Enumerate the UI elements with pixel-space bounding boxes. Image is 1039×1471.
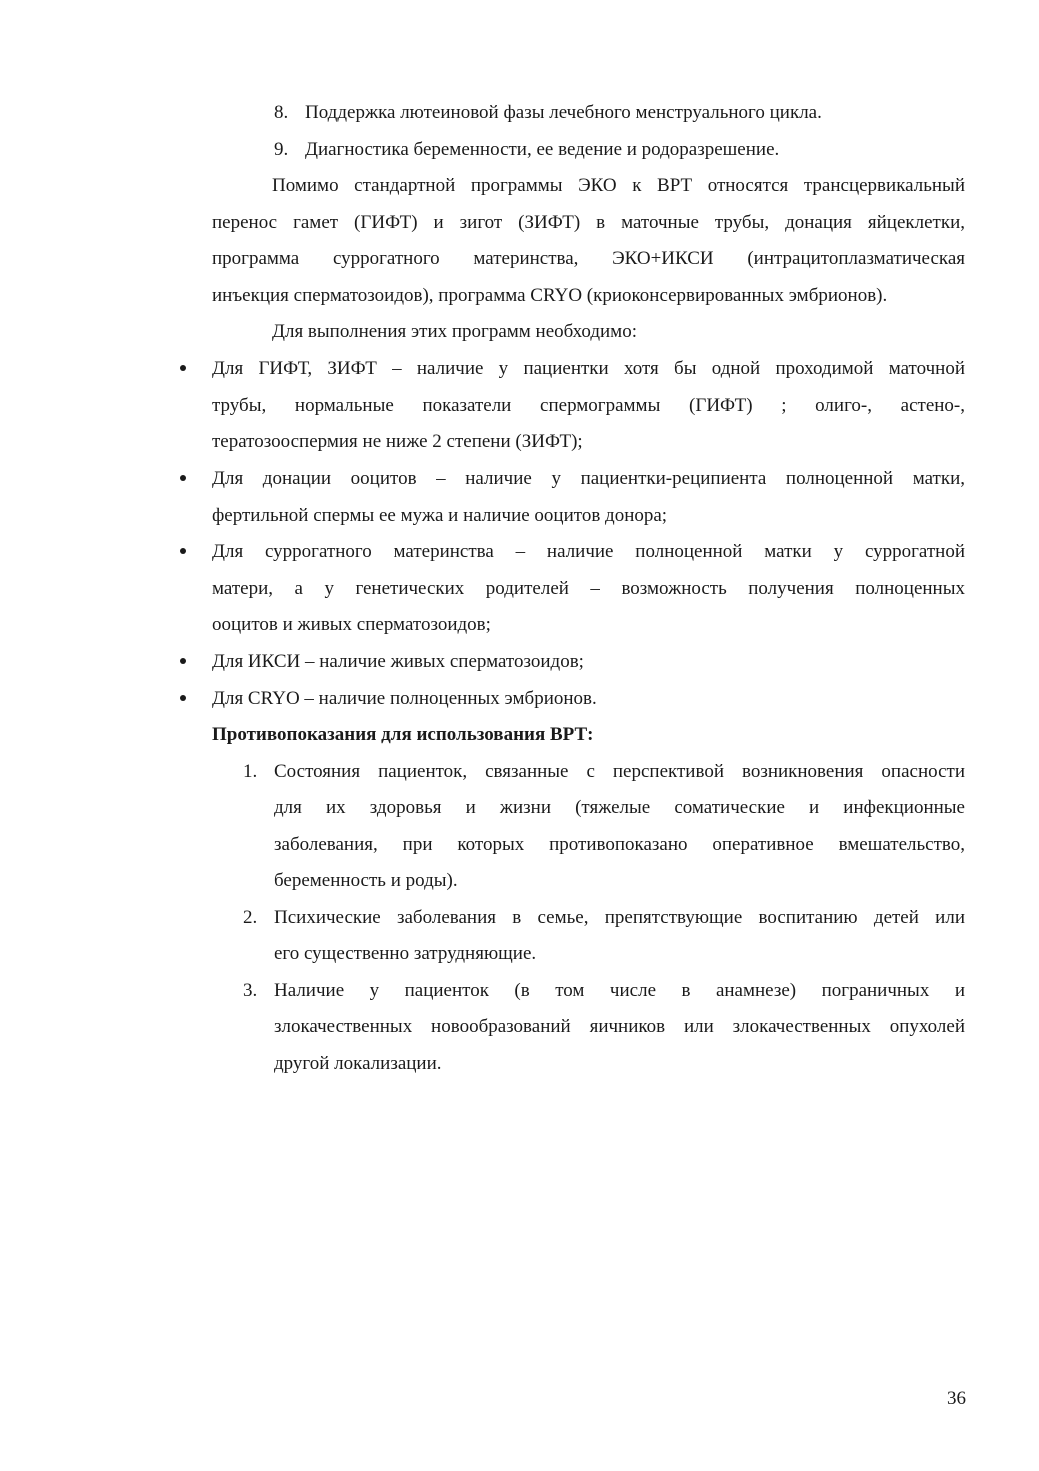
bullet-icon — [178, 363, 188, 373]
bullet-icon — [178, 693, 188, 703]
list-item-line: другой локализации. — [274, 1053, 442, 1074]
list-number: 8. — [274, 102, 289, 123]
bullet-line: Для CRYO – наличие полноценных эмбрионов. — [212, 688, 597, 709]
paragraph-line: программа суррогатного материнства, ЭКО+ИКСИ (интрацитоплазматическая — [212, 248, 965, 269]
bullet-line: Для суррогатного материнства – наличие полноценной матки у суррогатной — [212, 541, 965, 562]
list-item-line: заболевания, при которых противопоказано оперативное вмешательство, — [274, 834, 965, 855]
bullet-line: Для ИКСИ – наличие живых сперматозоидов; — [212, 651, 584, 672]
list-item-line: злокачественных новообразований яичников или злокачественных опухолей — [274, 1016, 965, 1037]
list-item-line: Состояния пациенток, связанные с перспективой возникновения опасности — [274, 761, 965, 782]
list-item-line: его существенно затрудняющие. — [274, 943, 537, 964]
bullet-line: матери, а у генетических родителей – возможность получения полноценных — [212, 578, 965, 599]
list-item-line: беременность и роды). — [274, 870, 458, 891]
bullet-icon — [178, 546, 188, 556]
bullet-line: ооцитов и живых сперматозоидов; — [212, 614, 491, 635]
list-item-text: Поддержка лютеиновой фазы лечебного менструального цикла. — [305, 102, 822, 123]
bullet-line: фертильной спермы ее мужа и наличие ооцитов донора; — [212, 505, 668, 526]
bullet-icon — [178, 473, 188, 483]
requirements-intro: Для выполнения этих программ необходимо: — [272, 321, 637, 342]
bullet-line: тератозооспермия не ниже 2 степени (ЗИФТ); — [212, 431, 583, 452]
list-item-line: Наличие у пациенток (в том числе в анамнезе) пограничных и — [274, 980, 965, 1001]
bullet-icon — [178, 656, 188, 666]
paragraph-line: перенос гамет (ГИФТ) и зигот (ЗИФТ) в маточные трубы, донация яйцеклетки, — [212, 212, 965, 233]
bullet-line: Для донации ооцитов – наличие у пациентки-реципиента полноценной матки, — [212, 468, 965, 489]
list-number: 3. — [243, 980, 258, 1001]
paragraph-line: инъекция сперматозоидов), программа CRYO (криоконсервированных эмбрионов). — [212, 285, 888, 306]
list-number: 9. — [274, 139, 289, 160]
bullet-line: Для ГИФТ, ЗИФТ – наличие у пациентки хотя бы одной проходимой маточной — [212, 358, 965, 379]
page-number: 36 — [947, 1388, 966, 1409]
bullet-line: трубы, нормальные показатели спермограммы (ГИФТ) ; олиго-, астено-, — [212, 395, 965, 416]
list-item-text: Диагностика беременности, ее ведение и родоразрешение. — [305, 139, 780, 160]
list-item-line: для их здоровья и жизни (тяжелые соматические и инфекционные — [274, 797, 965, 818]
section-heading: Противопоказания для использования ВРТ: — [212, 724, 594, 745]
list-number: 1. — [243, 761, 258, 782]
list-number: 2. — [243, 907, 258, 928]
list-item-line: Психические заболевания в семье, препятствующие воспитанию детей или — [274, 907, 965, 928]
paragraph-line: Помимо стандартной программы ЭКО к ВРТ относятся трансцервикальный — [272, 175, 965, 196]
